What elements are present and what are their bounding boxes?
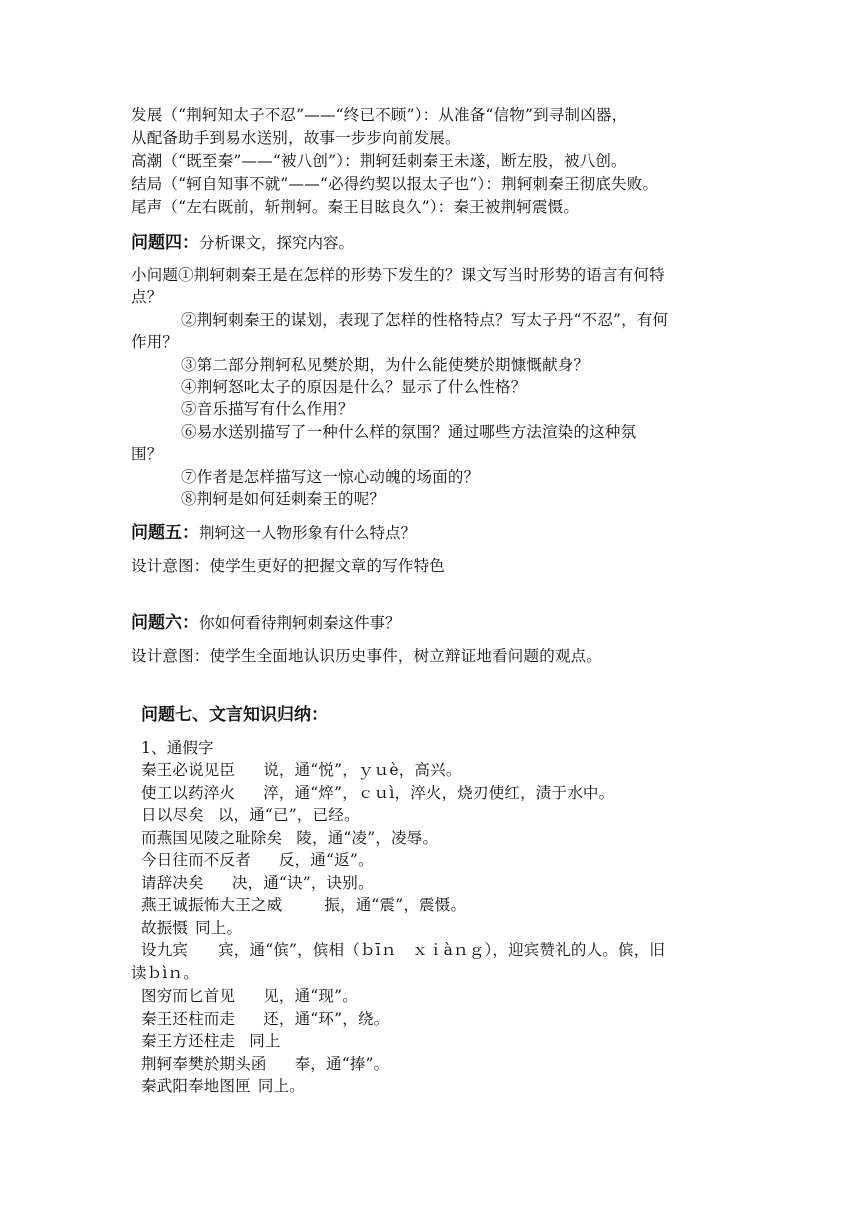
list-item-wrap: 读ｂìｎ。 xyxy=(131,964,199,982)
list-item xyxy=(141,804,360,826)
q6-body: 你如何看待荆轲刺秦这件事？ xyxy=(199,614,401,632)
q4-sub8: ⑧荆轲是如何廷刺秦王的呢？ xyxy=(181,490,386,508)
q6-title: 问题六： xyxy=(131,613,199,633)
structure-epilogue: 尾声（“左右既前，斩荆轲。秦王目眩良久”）：秦王被荆轲震慑。 xyxy=(131,198,580,216)
item-source: 使工以药淬火 xyxy=(141,784,236,802)
item-source: 而燕国见陵之耻除矣 xyxy=(141,829,283,847)
list-item xyxy=(141,1008,389,1030)
q6-heading xyxy=(131,610,401,636)
structure-ending: 结局（“轲自知事不就”——“必得约契以报太子也”）：荆轲刺秦王彻底失败。 xyxy=(131,175,659,193)
q4-sub7: ⑦作者是怎样描写这一惊心动魄的场面的？ xyxy=(181,468,480,486)
item-source: 荆轲奉樊於期头函 xyxy=(141,1055,267,1073)
list-item xyxy=(141,782,614,804)
item-note: 见，通“现”。 xyxy=(263,987,358,1005)
item-source: 秦王方还柱走 xyxy=(141,1032,236,1050)
list-item xyxy=(141,827,438,849)
q5-heading xyxy=(131,520,416,546)
item-note: 振，通“震”，震慑。 xyxy=(324,896,467,914)
q4-title: 问题四： xyxy=(131,233,199,253)
q4-sub1-line1: 小问题①荆轲刺秦王是在怎样的形势下发生的？课文写当时形势的语言有何特 xyxy=(131,266,665,284)
item-source: 秦王必说见臣 xyxy=(141,761,236,779)
list-item xyxy=(141,1075,305,1097)
q4-sub6-line2: 围？ xyxy=(131,445,163,463)
q6-design-intent: 设计意图：使学生全面地认识历史事件，树立辩证地看问题的观点。 xyxy=(131,647,603,665)
item-source: 今日往而不反者 xyxy=(141,851,251,869)
structure-climax: 高潮（“既至秦”——“被八创”）：荆轲廷刺秦王未遂，断左股，被八创。 xyxy=(131,152,627,170)
q4-sub3: ③第二部分荆轲私见樊於期，为什么能使樊於期慷慨献身？ xyxy=(181,356,590,374)
item-note: 奉，通“捧”。 xyxy=(294,1055,390,1073)
item-source: 秦武阳奉地图匣 xyxy=(141,1077,251,1095)
item-source: 设九宾 xyxy=(141,941,189,959)
list-item xyxy=(141,917,242,939)
structure-development-line1: 发展（“荆轲知太子不忍”——“终已不顾”）：从准备“信物”到寻制凶器， xyxy=(131,106,628,124)
item-note: 宾，通“傧”，傧相（ｂīｎ ｘｉàｎｇ），迎宾赞礼的人。傧，旧 xyxy=(218,941,666,959)
q4-heading xyxy=(131,230,354,256)
list-item xyxy=(141,985,358,1007)
item-note: 说，通“悦”，ｙｕè，高兴。 xyxy=(263,761,462,779)
q4-body: 分析课文，探究内容。 xyxy=(199,234,355,252)
list-item xyxy=(141,872,374,894)
item-note: 淬，通“焠”，ｃｕì，淬火，烧刃使红，渍于水中。 xyxy=(263,784,615,802)
q4-sub6-line1: ⑥易水送别描写了一种什么样的氛围？通过哪些方法渲染的这种氛 xyxy=(181,423,637,441)
item-source: 秦王还柱而走 xyxy=(141,1010,236,1028)
item-source: 故振慑 xyxy=(141,919,189,937)
q5-design-intent: 设计意图：使学生更好的把握文章的写作特色 xyxy=(131,557,446,575)
item-note: 反，通“返”。 xyxy=(278,851,374,869)
q4-sub5: ⑤音乐描写有什么作用？ xyxy=(181,400,354,418)
list-item xyxy=(141,939,665,961)
q7-heading: 问题七、文言知识归纳： xyxy=(141,705,328,725)
item-note: 同上。 xyxy=(257,1077,306,1095)
item-note: 陵，通“凌”，凌辱。 xyxy=(296,829,439,847)
structure-development-line2: 从配备助手到易水送别，故事一步步向前发展。 xyxy=(131,129,461,147)
q4-sub2-line2: 作用？ xyxy=(131,333,179,351)
q7-subheading: 1、通假字 xyxy=(141,739,214,757)
list-item xyxy=(141,1030,281,1052)
q5-body: 荆轲这一人物形象有什么特点？ xyxy=(199,524,417,542)
item-note: 决，通“诀”，诀别。 xyxy=(231,874,374,892)
list-item xyxy=(141,894,466,916)
item-note: 还，通“环”，绕。 xyxy=(263,1010,390,1028)
q5-title: 问题五： xyxy=(131,523,199,543)
item-note: 同上 xyxy=(249,1032,281,1050)
q4-sub2-line1: ②荆轲刺秦王的谋划，表现了怎样的性格特点？写太子丹“不忍”，有何 xyxy=(181,311,669,329)
item-source: 请辞决矣 xyxy=(141,874,204,892)
item-note: 以，通“已”，已经。 xyxy=(217,806,360,824)
list-item xyxy=(141,759,462,781)
item-source: 日以尽矣 xyxy=(141,806,204,824)
item-note: 同上。 xyxy=(195,919,243,937)
item-source: 图穷而匕首见 xyxy=(141,987,236,1005)
list-item xyxy=(141,849,374,871)
list-item xyxy=(141,1053,389,1075)
q4-sub4: ④荆轲怒叱太子的原因是什么？显示了什么性格？ xyxy=(181,378,527,396)
item-source: 燕王诚振怖大王之威 xyxy=(141,896,283,914)
q4-sub1-line2: 点？ xyxy=(131,288,163,306)
